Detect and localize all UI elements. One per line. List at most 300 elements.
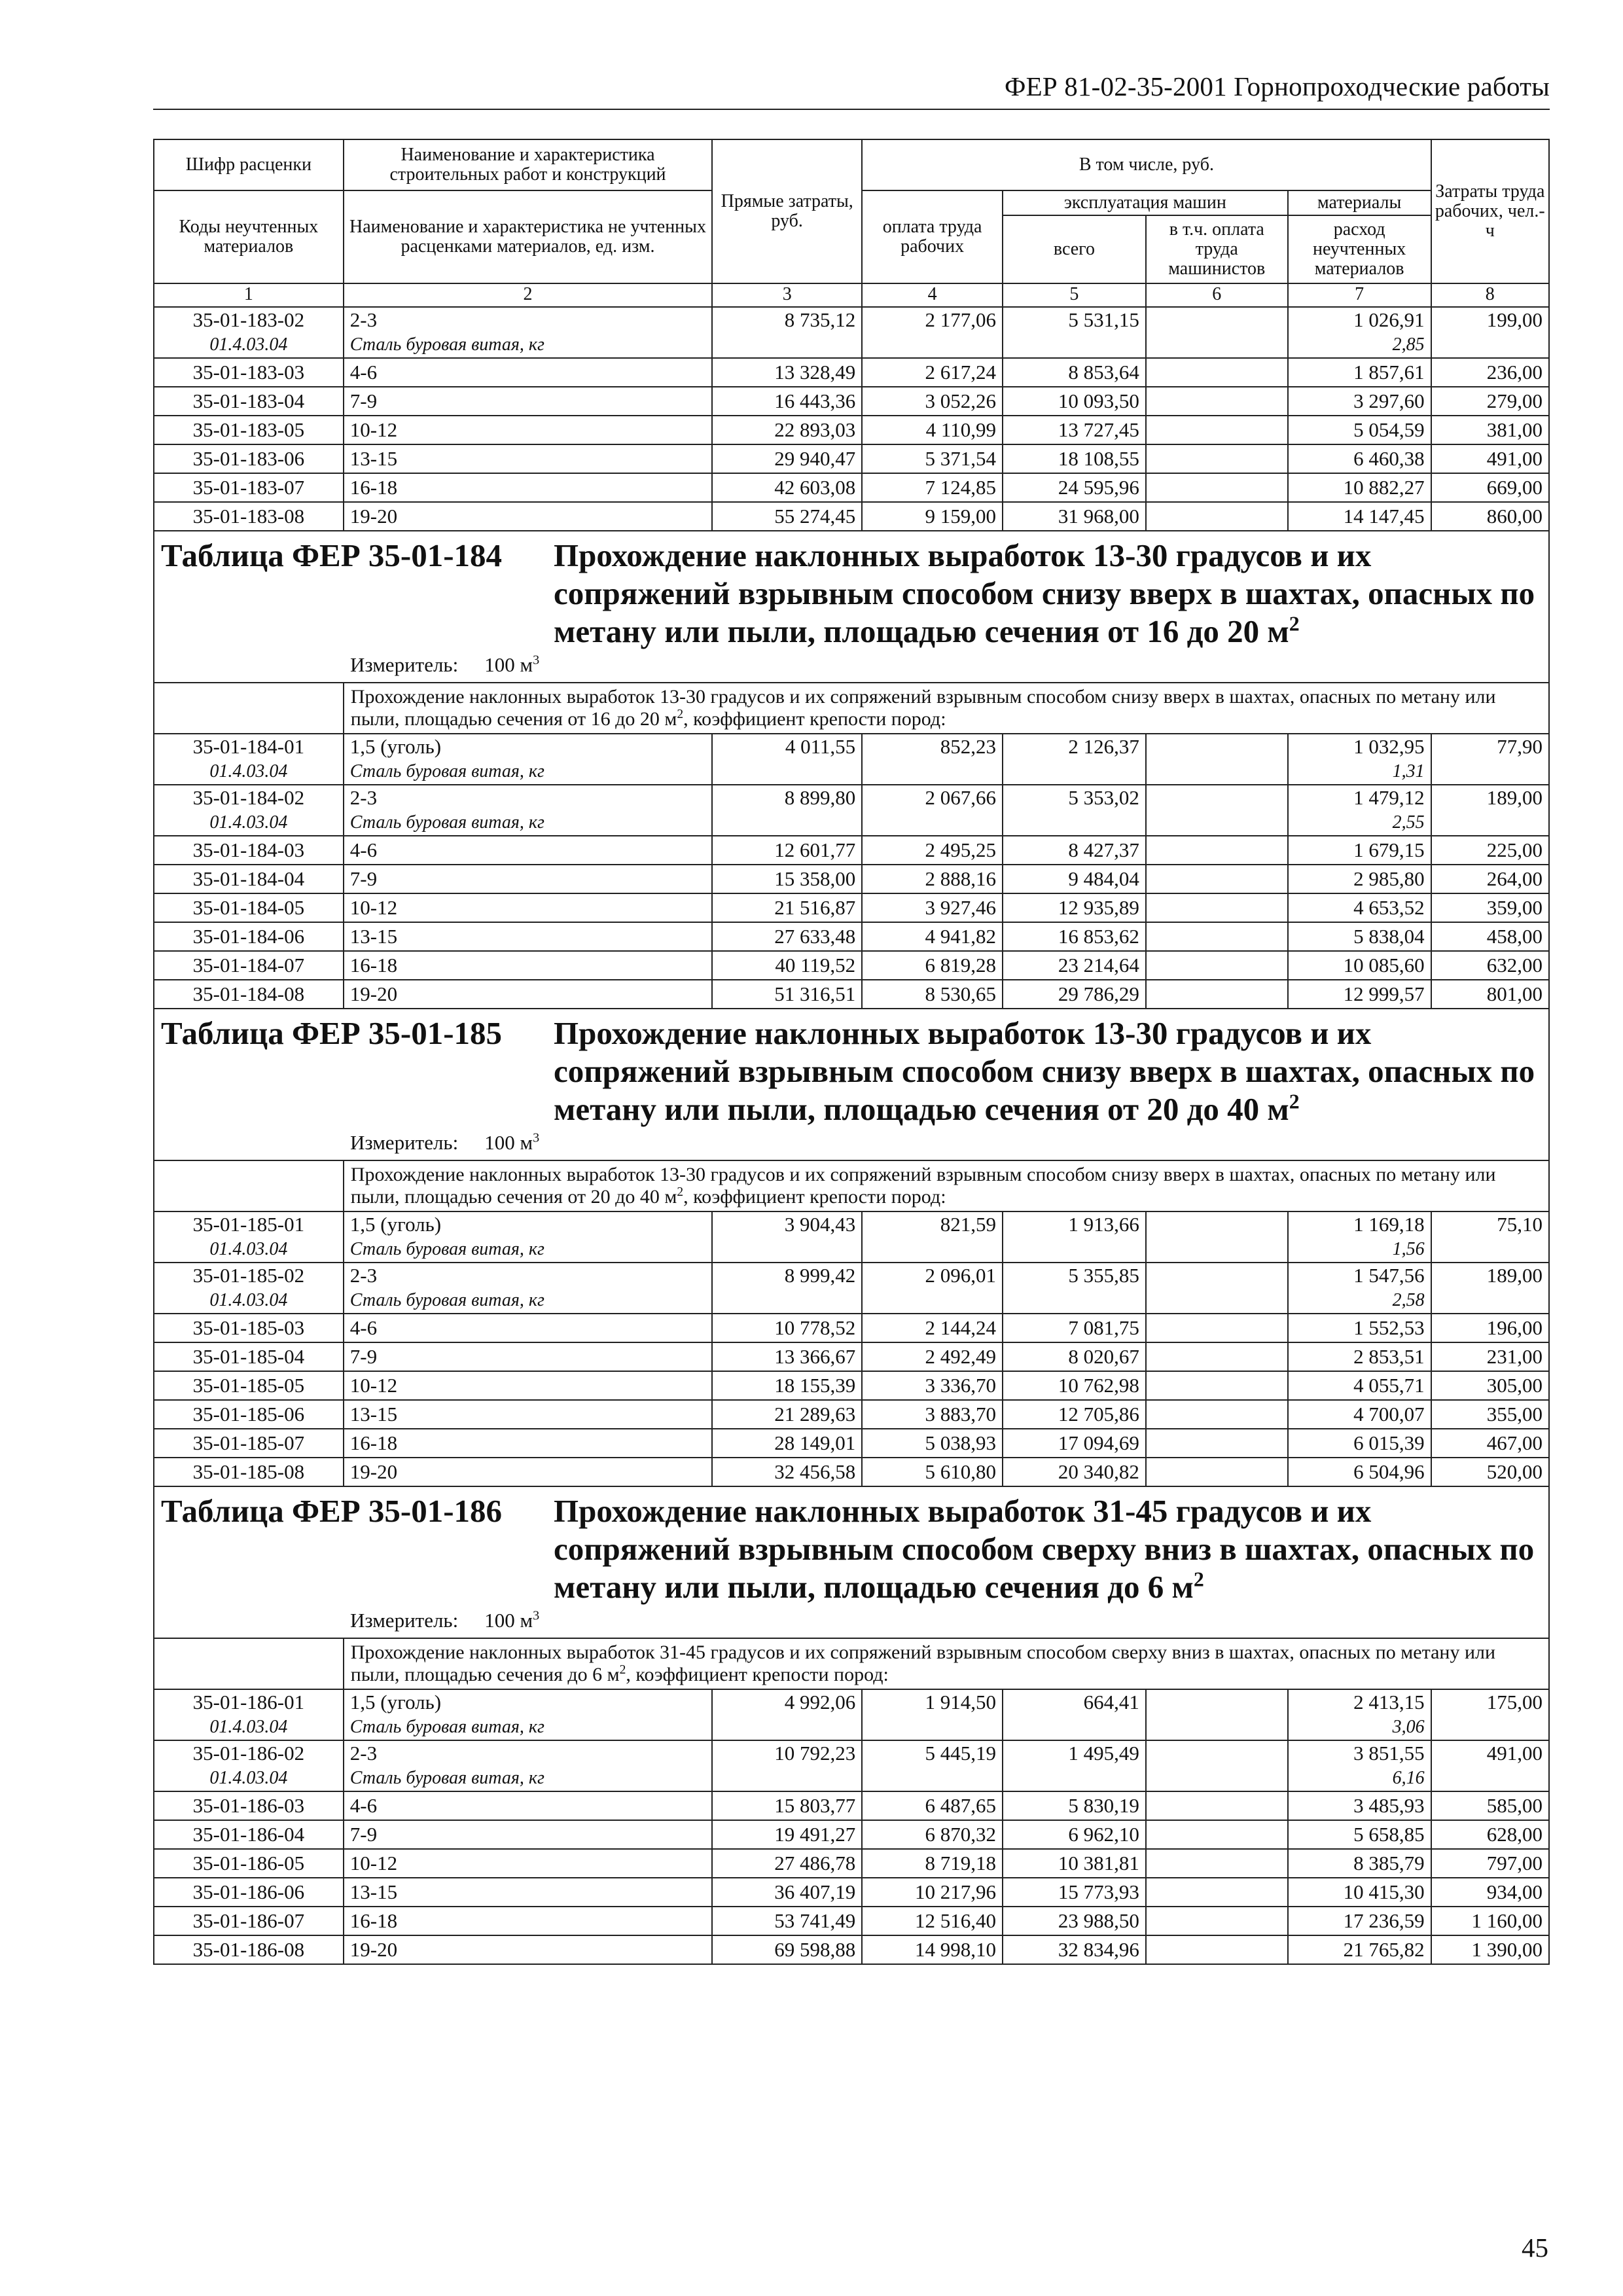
header-direct: Прямые затраты, руб. — [712, 139, 862, 283]
direct-cost: 42 603,08 — [712, 473, 862, 502]
section-title-cell — [154, 531, 1549, 653]
rate-name: 16-18 — [344, 1907, 712, 1935]
header-unaccounted-usage: расход неучтенных материалов — [1288, 215, 1431, 283]
materials-cost: 5 658,85 — [1288, 1820, 1431, 1849]
material-row — [154, 1240, 1549, 1263]
empty-cell — [862, 1717, 1003, 1740]
empty-cell — [1431, 813, 1549, 836]
rate-code: 35-01-186-07 — [154, 1907, 344, 1935]
meter-label: Измеритель: — [350, 653, 459, 676]
rate-name: 7-9 — [344, 1820, 712, 1849]
labor-pay: 2 492,49 — [862, 1342, 1003, 1371]
header-including: В том числе, руб. — [862, 139, 1431, 190]
section-heading — [554, 1014, 1548, 1128]
materials-cost: 3 297,60 — [1288, 387, 1431, 416]
empty-cell — [712, 762, 862, 785]
labor-hours: 77,90 — [1431, 734, 1549, 762]
labor-hours: 236,00 — [1431, 358, 1549, 387]
machinists-pay — [1146, 922, 1288, 951]
work-description — [344, 683, 1549, 734]
rate-name: 19-20 — [344, 1935, 712, 1964]
materials-cost: 3 851,55 — [1288, 1740, 1431, 1768]
material-code: 01.4.03.04 — [154, 1291, 344, 1314]
machinists-pay — [1146, 1791, 1288, 1820]
empty-cell — [712, 1717, 862, 1740]
labor-pay: 6 487,65 — [862, 1791, 1003, 1820]
material-quantity: 2,58 — [1288, 1291, 1431, 1314]
labor-hours: 491,00 — [1431, 1740, 1549, 1768]
section-title-cell — [154, 1486, 1549, 1609]
meter — [350, 1609, 1548, 1632]
material-name: Сталь буровая витая, кг — [344, 762, 712, 785]
rate-code: 35-01-186-02 — [154, 1740, 344, 1768]
labor-pay: 5 371,54 — [862, 444, 1003, 473]
rate-name: 2-3 — [344, 307, 712, 335]
direct-cost: 53 741,49 — [712, 1907, 862, 1935]
rate-name: 13-15 — [344, 922, 712, 951]
direct-cost: 15 803,77 — [712, 1791, 862, 1820]
labor-pay: 2 617,24 — [862, 358, 1003, 387]
column-number: 2 — [344, 283, 712, 307]
unit-superscript: 2 — [619, 1663, 626, 1677]
empty-cell — [712, 1240, 862, 1263]
rate-code: 35-01-186-04 — [154, 1820, 344, 1849]
table-row — [154, 1429, 1549, 1458]
materials-cost: 1 857,61 — [1288, 358, 1431, 387]
labor-pay: 5 445,19 — [862, 1740, 1003, 1768]
section-heading-text: Прохождение наклонных выработок 31-45 градусов и их сопряжений взрывным способом сверху вниз в шахтах, опасных по метану или пыли, площадью сечения до 6 м — [554, 1493, 1535, 1605]
machinists-pay — [1146, 307, 1288, 335]
rate-name: 4-6 — [344, 1314, 712, 1342]
rate-code: 35-01-184-02 — [154, 785, 344, 813]
machinists-pay — [1146, 1820, 1288, 1849]
materials-cost: 4 653,52 — [1288, 893, 1431, 922]
rate-code: 35-01-185-05 — [154, 1371, 344, 1400]
rate-name: 10-12 — [344, 416, 712, 444]
direct-cost: 51 316,51 — [712, 980, 862, 1009]
labor-pay: 9 159,00 — [862, 502, 1003, 531]
table-row — [154, 502, 1549, 531]
table-row — [154, 1878, 1549, 1907]
labor-hours: 669,00 — [1431, 473, 1549, 502]
description-text: Прохождение наклонных выработок 13-30 градусов и их сопряжений взрывным способом снизу вверх в шахтах, опасных по метану или пыли, площадью сечения от 16 до 20 м — [350, 686, 1496, 730]
machinists-pay — [1146, 1849, 1288, 1878]
rate-name: 1,5 (уголь) — [344, 734, 712, 762]
labor-hours: 520,00 — [1431, 1458, 1549, 1486]
direct-cost: 40 119,52 — [712, 951, 862, 980]
meter — [350, 1131, 1548, 1155]
meter-label: Измеритель: — [350, 1131, 459, 1154]
machinists-pay — [1146, 865, 1288, 893]
empty-cell — [712, 1291, 862, 1314]
empty-cell — [712, 335, 862, 358]
direct-cost: 13 328,49 — [712, 358, 862, 387]
column-number: 4 — [862, 283, 1003, 307]
table-label: Таблица ФЕР 35-01-186 — [161, 1493, 503, 1529]
rate-code: 35-01-184-07 — [154, 951, 344, 980]
material-name: Сталь буровая витая, кг — [344, 1240, 712, 1263]
rate-code: 35-01-184-05 — [154, 893, 344, 922]
section-title-row — [154, 1009, 1549, 1131]
empty-cell — [1146, 762, 1288, 785]
empty-cell — [862, 1768, 1003, 1791]
machinists-pay — [1146, 1400, 1288, 1429]
rate-name: 16-18 — [344, 951, 712, 980]
empty-cell — [712, 1768, 862, 1791]
direct-cost: 13 366,67 — [712, 1342, 862, 1371]
empty-cell — [1146, 1291, 1288, 1314]
labor-hours: 279,00 — [1431, 387, 1549, 416]
description-row — [154, 1638, 1549, 1689]
machines-total: 8 853,64 — [1003, 358, 1146, 387]
machinists-pay — [1146, 1935, 1288, 1964]
machines-total: 31 968,00 — [1003, 502, 1146, 531]
rate-name: 4-6 — [344, 836, 712, 865]
meter-row — [154, 1609, 1549, 1638]
material-quantity: 1,56 — [1288, 1240, 1431, 1263]
rate-code: 35-01-186-06 — [154, 1878, 344, 1907]
labor-hours: 189,00 — [1431, 1263, 1549, 1291]
table-row — [154, 1263, 1549, 1291]
labor-pay: 2 177,06 — [862, 307, 1003, 335]
empty-cell — [712, 813, 862, 836]
table-row — [154, 785, 1549, 813]
rate-name: 1,5 (уголь) — [344, 1689, 712, 1717]
rate-code: 35-01-183-06 — [154, 444, 344, 473]
column-number: 3 — [712, 283, 862, 307]
empty-cell — [1003, 1717, 1146, 1740]
unit-superscript: 2 — [677, 1185, 684, 1199]
description-row — [154, 683, 1549, 734]
empty-cell — [862, 1240, 1003, 1263]
rate-code: 35-01-185-08 — [154, 1458, 344, 1486]
column-number: 1 — [154, 283, 344, 307]
direct-cost: 8 999,42 — [712, 1263, 862, 1291]
rate-code: 35-01-184-08 — [154, 980, 344, 1009]
machines-total: 9 484,04 — [1003, 865, 1146, 893]
empty-cell — [1146, 813, 1288, 836]
rate-name: 10-12 — [344, 893, 712, 922]
empty-cell — [1003, 335, 1146, 358]
labor-pay: 2 067,66 — [862, 785, 1003, 813]
table-row — [154, 1400, 1549, 1429]
direct-cost: 27 633,48 — [712, 922, 862, 951]
rate-name: 2-3 — [344, 785, 712, 813]
empty-cell — [1431, 1291, 1549, 1314]
empty-cell — [1146, 1768, 1288, 1791]
labor-hours: 801,00 — [1431, 980, 1549, 1009]
rate-code: 35-01-184-01 — [154, 734, 344, 762]
material-quantity: 2,85 — [1288, 335, 1431, 358]
labor-pay: 4 110,99 — [862, 416, 1003, 444]
direct-cost: 55 274,45 — [712, 502, 862, 531]
empty-cell — [1431, 1240, 1549, 1263]
empty-cell — [1146, 335, 1288, 358]
rate-name: 1,5 (уголь) — [344, 1211, 712, 1240]
direct-cost: 29 940,47 — [712, 444, 862, 473]
table-row — [154, 1211, 1549, 1240]
materials-cost: 10 085,60 — [1288, 951, 1431, 980]
table-row — [154, 416, 1549, 444]
material-quantity: 3,06 — [1288, 1717, 1431, 1740]
rate-code: 35-01-185-03 — [154, 1314, 344, 1342]
labor-hours: 359,00 — [1431, 893, 1549, 922]
direct-cost: 4 011,55 — [712, 734, 862, 762]
machines-total: 13 727,45 — [1003, 416, 1146, 444]
rate-name: 4-6 — [344, 1791, 712, 1820]
labor-hours: 305,00 — [1431, 1371, 1549, 1400]
direct-cost: 36 407,19 — [712, 1878, 862, 1907]
empty-cell — [862, 762, 1003, 785]
rate-code: 35-01-185-02 — [154, 1263, 344, 1291]
labor-hours: 585,00 — [1431, 1791, 1549, 1820]
empty-cell — [154, 1160, 344, 1211]
description-suffix: , коэффициент крепости пород: — [626, 1664, 889, 1685]
labor-pay: 14 998,10 — [862, 1935, 1003, 1964]
section-title-row — [154, 1486, 1549, 1609]
description-suffix: , коэффициент крепости пород: — [683, 708, 946, 730]
meter-value: 100 м — [484, 1131, 533, 1154]
column-number: 7 — [1288, 283, 1431, 307]
rate-name: 16-18 — [344, 1429, 712, 1458]
direct-cost: 19 491,27 — [712, 1820, 862, 1849]
table-row — [154, 1849, 1549, 1878]
machines-total: 1 495,49 — [1003, 1740, 1146, 1768]
material-row — [154, 335, 1549, 358]
rate-name: 13-15 — [344, 1400, 712, 1429]
machines-total: 10 381,81 — [1003, 1849, 1146, 1878]
table-row — [154, 307, 1549, 335]
machines-total: 20 340,82 — [1003, 1458, 1146, 1486]
empty-cell — [1431, 762, 1549, 785]
rate-name: 13-15 — [344, 1878, 712, 1907]
material-name: Сталь буровая витая, кг — [344, 1717, 712, 1740]
rate-name: 4-6 — [344, 358, 712, 387]
machinists-pay — [1146, 1689, 1288, 1717]
material-row — [154, 813, 1549, 836]
machines-total: 23 214,64 — [1003, 951, 1146, 980]
rate-name: 19-20 — [344, 502, 712, 531]
machines-total: 17 094,69 — [1003, 1429, 1146, 1458]
table-row — [154, 836, 1549, 865]
labor-pay: 6 819,28 — [862, 951, 1003, 980]
rate-code: 35-01-183-08 — [154, 502, 344, 531]
machines-total: 7 081,75 — [1003, 1314, 1146, 1342]
table-row — [154, 473, 1549, 502]
page-number: 45 — [1522, 2233, 1548, 2263]
direct-cost: 28 149,01 — [712, 1429, 862, 1458]
header-unaccounted-codes: Коды неучтенных материалов — [154, 190, 344, 283]
unit-superscript: 2 — [1289, 1090, 1300, 1113]
header-labor: Затраты труда рабочих, чел.-ч — [1431, 139, 1549, 283]
direct-cost: 21 289,63 — [712, 1400, 862, 1429]
machinists-pay — [1146, 473, 1288, 502]
meter-cell — [154, 1609, 1549, 1638]
direct-cost: 69 598,88 — [712, 1935, 862, 1964]
materials-cost: 2 985,80 — [1288, 865, 1431, 893]
table-row — [154, 1689, 1549, 1717]
labor-hours: 75,10 — [1431, 1211, 1549, 1240]
machines-total: 15 773,93 — [1003, 1878, 1146, 1907]
material-name: Сталь буровая витая, кг — [344, 1291, 712, 1314]
meter — [350, 653, 1548, 677]
material-name: Сталь буровая витая, кг — [344, 335, 712, 358]
machinists-pay — [1146, 785, 1288, 813]
machines-total: 12 705,86 — [1003, 1400, 1146, 1429]
materials-cost: 14 147,45 — [1288, 502, 1431, 531]
materials-cost: 10 415,30 — [1288, 1878, 1431, 1907]
empty-cell — [1003, 1240, 1146, 1263]
labor-hours: 628,00 — [1431, 1820, 1549, 1849]
header-code: Шифр расценки — [154, 139, 344, 190]
unit-superscript: 2 — [1193, 1568, 1204, 1591]
unit-superscript: 2 — [677, 708, 684, 721]
rate-code: 35-01-183-05 — [154, 416, 344, 444]
labor-pay: 852,23 — [862, 734, 1003, 762]
price-table — [153, 139, 1550, 1965]
meter-cell — [154, 653, 1549, 683]
rate-name: 19-20 — [344, 1458, 712, 1486]
labor-hours: 491,00 — [1431, 444, 1549, 473]
materials-cost: 6 504,96 — [1288, 1458, 1431, 1486]
rate-name: 7-9 — [344, 387, 712, 416]
empty-cell — [862, 813, 1003, 836]
table-row — [154, 444, 1549, 473]
header-machines-total: всего — [1003, 215, 1146, 283]
materials-cost: 1 552,53 — [1288, 1314, 1431, 1342]
table-row — [154, 1342, 1549, 1371]
rate-name: 10-12 — [344, 1371, 712, 1400]
section-title-row — [154, 531, 1549, 653]
materials-cost: 2 413,15 — [1288, 1689, 1431, 1717]
machines-total: 664,41 — [1003, 1689, 1146, 1717]
machines-total: 10 093,50 — [1003, 387, 1146, 416]
materials-cost: 1 169,18 — [1288, 1211, 1431, 1240]
labor-pay: 4 941,82 — [862, 922, 1003, 951]
direct-cost: 18 155,39 — [712, 1371, 862, 1400]
section-heading — [554, 1492, 1548, 1606]
table-row — [154, 980, 1549, 1009]
materials-cost: 1 479,12 — [1288, 785, 1431, 813]
machinists-pay — [1146, 1342, 1288, 1371]
machinists-pay — [1146, 1740, 1288, 1768]
table-row — [154, 1820, 1549, 1849]
table-row — [154, 1314, 1549, 1342]
work-description — [344, 1160, 1549, 1211]
meter-value: 100 м — [484, 1609, 533, 1632]
machines-total: 8 427,37 — [1003, 836, 1146, 865]
machines-total: 32 834,96 — [1003, 1935, 1146, 1964]
empty-cell — [1003, 762, 1146, 785]
empty-cell — [1431, 335, 1549, 358]
work-description — [344, 1638, 1549, 1689]
labor-pay: 10 217,96 — [862, 1878, 1003, 1907]
machines-total: 18 108,55 — [1003, 444, 1146, 473]
machines-total: 5 830,19 — [1003, 1791, 1146, 1820]
header-row-1 — [154, 139, 1549, 190]
machinists-pay — [1146, 836, 1288, 865]
unit-superscript: 3 — [533, 1609, 540, 1623]
empty-cell — [1146, 1717, 1288, 1740]
direct-cost: 32 456,58 — [712, 1458, 862, 1486]
rate-name: 7-9 — [344, 865, 712, 893]
meter-row — [154, 653, 1549, 683]
rate-name: 7-9 — [344, 1342, 712, 1371]
labor-pay: 2 096,01 — [862, 1263, 1003, 1291]
direct-cost: 22 893,03 — [712, 416, 862, 444]
column-number: 5 — [1003, 283, 1146, 307]
machinists-pay — [1146, 416, 1288, 444]
labor-pay: 8 530,65 — [862, 980, 1003, 1009]
labor-pay: 12 516,40 — [862, 1907, 1003, 1935]
material-name: Сталь буровая витая, кг — [344, 813, 712, 836]
labor-pay: 8 719,18 — [862, 1849, 1003, 1878]
machinists-pay — [1146, 1371, 1288, 1400]
machinists-pay — [1146, 734, 1288, 762]
materials-cost: 1 547,56 — [1288, 1263, 1431, 1291]
direct-cost: 10 778,52 — [712, 1314, 862, 1342]
labor-pay: 3 883,70 — [862, 1400, 1003, 1429]
rate-name: 2-3 — [344, 1263, 712, 1291]
direct-cost: 12 601,77 — [712, 836, 862, 865]
machinists-pay — [1146, 951, 1288, 980]
column-number: 8 — [1431, 283, 1549, 307]
rate-name: 2-3 — [344, 1740, 712, 1768]
material-code: 01.4.03.04 — [154, 813, 344, 836]
direct-cost: 15 358,00 — [712, 865, 862, 893]
materials-cost: 4 700,07 — [1288, 1400, 1431, 1429]
machines-total: 16 853,62 — [1003, 922, 1146, 951]
materials-cost: 4 055,71 — [1288, 1371, 1431, 1400]
machines-total: 5 353,02 — [1003, 785, 1146, 813]
description-text: Прохождение наклонных выработок 31-45 градусов и их сопряжений взрывным способом сверху вниз в шахтах, опасных по метану или пыли, площадью сечения до 6 м — [350, 1641, 1496, 1685]
meter-row — [154, 1131, 1549, 1160]
empty-cell — [1003, 1768, 1146, 1791]
column-number: 6 — [1146, 283, 1288, 307]
machinists-pay — [1146, 444, 1288, 473]
material-code: 01.4.03.04 — [154, 335, 344, 358]
labor-pay: 3 927,46 — [862, 893, 1003, 922]
machines-total: 10 762,98 — [1003, 1371, 1146, 1400]
materials-cost: 5 838,04 — [1288, 922, 1431, 951]
table-row — [154, 1907, 1549, 1935]
unit-superscript: 3 — [533, 1131, 540, 1145]
labor-pay: 2 888,16 — [862, 865, 1003, 893]
machinists-pay — [1146, 1429, 1288, 1458]
material-row — [154, 1768, 1549, 1791]
description-row — [154, 1160, 1549, 1211]
direct-cost: 4 992,06 — [712, 1689, 862, 1717]
direct-cost: 3 904,43 — [712, 1211, 862, 1240]
material-row — [154, 1717, 1549, 1740]
labor-hours: 467,00 — [1431, 1429, 1549, 1458]
rate-code: 35-01-185-04 — [154, 1342, 344, 1371]
direct-cost: 16 443,36 — [712, 387, 862, 416]
rate-code: 35-01-184-06 — [154, 922, 344, 951]
labor-hours: 225,00 — [1431, 836, 1549, 865]
labor-pay: 3 336,70 — [862, 1371, 1003, 1400]
materials-cost: 2 853,51 — [1288, 1342, 1431, 1371]
labor-hours: 264,00 — [1431, 865, 1549, 893]
material-code: 01.4.03.04 — [154, 1240, 344, 1263]
rate-code: 35-01-184-04 — [154, 865, 344, 893]
labor-hours: 199,00 — [1431, 307, 1549, 335]
table-row — [154, 1740, 1549, 1768]
section-heading — [554, 537, 1548, 651]
header-name: Наименование и характеристика строительных работ и конструкций — [344, 139, 712, 190]
machinists-pay — [1146, 1314, 1288, 1342]
labor-pay: 5 610,80 — [862, 1458, 1003, 1486]
